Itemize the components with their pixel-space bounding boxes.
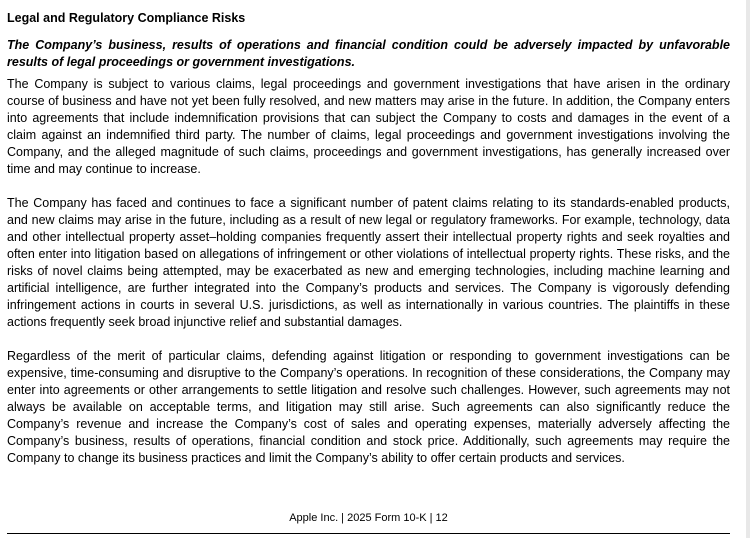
- section-heading: Legal and Regulatory Compliance Risks: [7, 11, 246, 25]
- scrollbar-track[interactable]: [746, 0, 750, 538]
- page-footer: Apple Inc. | 2025 Form 10-K | 12: [289, 512, 448, 524]
- document-page: [7, 10, 730, 484]
- risk-factor-heading: The Company’s business, results of operations and financial condition could be adversely impacted by unfavorable results of legal proceedings or government investigations.: [7, 38, 730, 69]
- paragraph-litigation-costs: Regardless of the merit of particular claims, defending against litigation or responding to government investigations can be expensive, time-consuming and disruptive to the Company’s operations. In recognition of these considerations, the Company may enter into agreements or other arrangements to settle litigation and resolve such challenges. However, such agreements may not always be available on acceptable terms, and litigation may still arise. Such agreements can also significantly reduce the Company’s revenue and increase the Company’s cost of sales and operating expenses, materially adversely affecting the Company’s business, results of operations, financial condition and stock price. Additionally, such agreements may require the Company to change its business practices and limit the Company’s ability to offer certain products and services.: [7, 349, 730, 465]
- paragraph-patent-claims: The Company has faced and continues to face a significant number of patent claims relating to its standards-enabled products, and new claims may arise in the future, including as a result of new legal or regulatory frameworks. For example, technology, data and other intellectual property asset–holding companies frequently assert their intellectual property rights and seek royalties and often enter into litigation based on allegations of infringement or other violations of intellectual property rights. These risks, and the risks of novel claims being attempted, may be exacerbated as new and emerging technologies, including machine learning and artificial intelligence, are further integrated into the Company’s products and services. The Company is vigorously defending infringement actions in courts in several U.S. jurisdictions, as well as internationally in various countries. The plaintiffs in these actions frequently seek broad injunctive relief and substantial damages.: [7, 196, 730, 329]
- footer-divider: [7, 533, 730, 534]
- paragraph-claims-and-proceedings: The Company is subject to various claims, legal proceedings and government investigations that have arisen in the ordinary course of business and have not yet been fully resolved, and new matters may arise in the future. In addition, the Company enters into agreements that include indemnification provisions that can subject the Company to costs and damages in the event of a claim against an indemnified third party. The number of claims, legal proceedings and government investigations involving the Company, and the alleged magnitude of such claims, proceedings and government investigations, has generally increased over time and may continue to increase.: [7, 77, 730, 176]
